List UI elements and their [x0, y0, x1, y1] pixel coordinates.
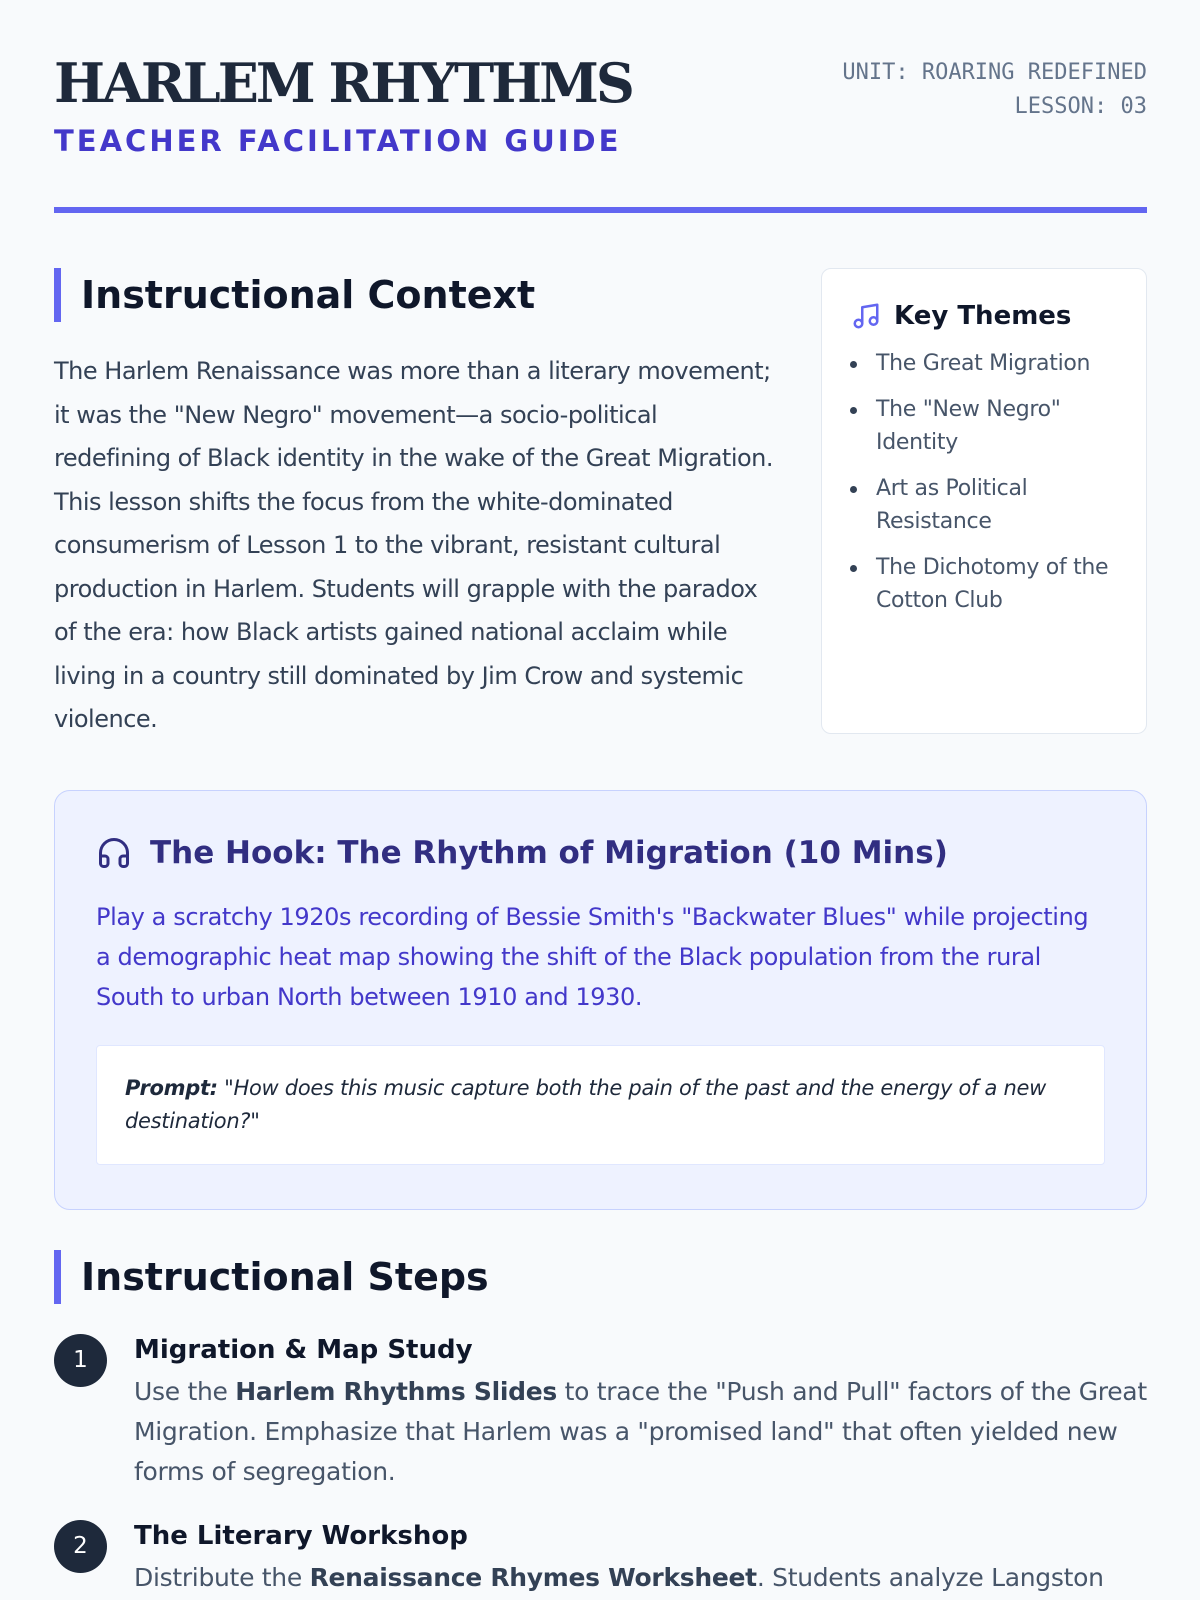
step-body — [134, 1372, 1147, 1492]
theme-item: The Dichotomy of the Cotton Club — [850, 551, 1126, 617]
key-themes-header — [850, 299, 1126, 333]
discussion-prompt — [96, 1045, 1105, 1165]
step-title: Migration & Map Study — [134, 1335, 473, 1365]
header-divider — [54, 207, 1147, 213]
guide-page — [54, 0, 1147, 1592]
step-item — [54, 1518, 1147, 1598]
music-note-icon — [850, 301, 882, 331]
page-title: HARLEM RHYTHMS — [54, 51, 632, 115]
key-themes-card — [821, 268, 1147, 734]
instructional-context-section — [54, 268, 1147, 738]
key-themes-title: Key Themes — [894, 301, 1072, 331]
step-title: The Literary Workshop — [134, 1521, 468, 1551]
instructional-steps-section — [54, 1250, 1147, 1598]
step-body — [134, 1558, 1147, 1598]
page-header — [54, 0, 1147, 214]
hook-body: Play a scratchy 1920s recording of Bessie Smith's "Backwater Blues" while projecting a demographic heat map showing the shift of the Black population from the rural South to urban North between 1910 and 1930. — [96, 903, 1089, 1011]
step-text: to trace the "Push and Pull" factors of the Great Migration. Emphasize that Harlem was a "promised land" that often yielded new forms of segregation. — [134, 1377, 1147, 1486]
hook-header — [96, 831, 1105, 875]
context-main — [54, 268, 774, 742]
prompt-label: Prompt: — [125, 1076, 218, 1100]
page-subtitle: TEACHER FACILITATION GUIDE — [54, 124, 622, 158]
key-themes-list — [850, 347, 1126, 617]
lesson-label: LESSON: 03 — [1014, 94, 1147, 119]
lesson-meta — [842, 56, 1147, 124]
context-heading: Instructional Context — [54, 268, 774, 322]
theme-item: The "New Negro" Identity — [850, 393, 1126, 459]
unit-label: UNIT: ROARING REDEFINED — [842, 60, 1147, 85]
prompt-text: "How does this music capture both the pain of the past and the energy of a new destination?" — [125, 1076, 1046, 1133]
context-body: The Harlem Renaissance was more than a literary movement; it was the "New Negro" movement—a socio-political redefining of Black identity in the wake of the Great Migration. This lesson shifts the focus from the white-dominated consumerism of Lesson 1 to the vibrant, resistant cultural production in Harlem. Students will grapple with the paradox of the era: how Black artists gained national acclaim while living in a country still dominated by Jim Crow and systemic violence. — [54, 357, 774, 733]
headphones-icon — [96, 835, 132, 871]
hook-callout — [54, 790, 1147, 1210]
step-item — [54, 1332, 1147, 1492]
step-text: . Students analyze Langston — [756, 1563, 1104, 1592]
resource-link: Harlem Rhythms Slides — [235, 1377, 557, 1406]
step-text: Distribute the — [134, 1563, 310, 1592]
step-number-badge: 2 — [54, 1520, 107, 1573]
theme-item: Art as Political Resistance — [850, 472, 1126, 538]
theme-item: The Great Migration — [850, 347, 1126, 380]
resource-link: Renaissance Rhymes Worksheet — [309, 1563, 757, 1592]
step-number-badge: 1 — [54, 1334, 107, 1387]
step-text: Use the — [134, 1377, 236, 1406]
hook-title: The Hook: The Rhythm of Migration (10 Mins) — [150, 835, 948, 871]
steps-heading: Instructional Steps — [54, 1250, 1147, 1304]
